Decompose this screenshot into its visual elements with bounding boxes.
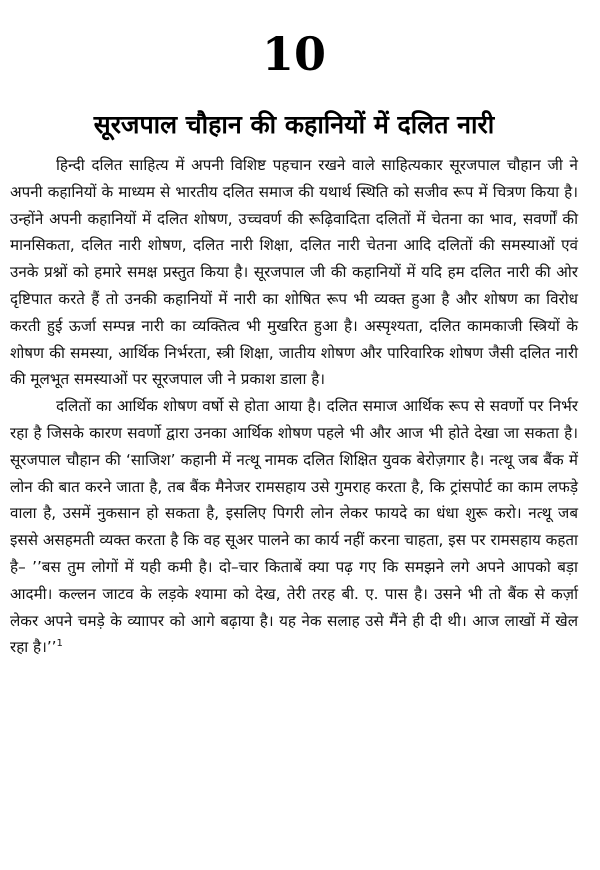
- paragraph-1: हिन्दी दलित साहित्य में अपनी विशिष्ट पहचान रखने वाले साहित्यकार सूरजपाल चौहान जी ने अपनी कहानियों के माध्यम से भारतीय दलित समाज की यथार्थ स्थिति को सजीव रूप में चित्रण किया है। उन्होंने अपनी कहानियों में दलित शोषण, उच्चवर्ण की रूढ़िवादिता दलितों में चेतना का भाव, सवर्णों की मानसिकता, दलित नारी शोषण, दलित नारी शिक्षा, दलित नारी चेतना आदि दलितों की समस्याओं एवं उनके प्रश्नों को हमारे समक्ष प्रस्तुत किया है। सूरजपाल जी की कहानियों में यदि हम दलित नारी की ओर दृष्टिपात करते हैं तो उनकी कहानियों में नारी का शोषित रूप भी व्यक्त हुआ है और शोषण का विरोध करती हुई ऊर्जा सम्पन्न नारी का व्यक्तित्व भी मुखरित हुआ है। अस्पृश्यता, दलित कामकाजी स्त्रियों के शोषण की समस्या, आर्थिक निर्भरता, स्त्री शिक्षा, जातीय शोषण और पारिवारिक शोषण जैसी दलित नारी की मूलभूत समस्याओं पर सूरजपाल जी ने प्रकाश डाला है।: [10, 156, 578, 389]
- chapter-number: 10: [261, 27, 326, 81]
- footnote-marker: 1: [56, 638, 63, 650]
- chapter-title: सूरजपाल चौहान की कहानियों में दलित नारी: [93, 110, 495, 139]
- paragraph-2-text: दलितों का आर्थिक शोषण वर्षो से होता आया है। दलित समाज आर्थिक रूप से सवर्णो पर निर्भर रहा है जिसके कारण सवर्णो द्वारा उनका आर्थिक शोषण पहले भी और आज भी होते देखा जा सकता है। सूरजपाल चौहान की ‘साजिश’ कहानी में नत्थू नामक दलित शिक्षित युवक बेरोज़गार है। नत्थू जब बैंक में लोन की बात करने जाता है, तब बैंक मैनेजर रामसहाय उसे गुमराह करता है, कि ट्रांसपोर्ट का काम लफड़े वाला है, उसमें नुकसान हो सकता है, इसलिए पिगरी लोन लेकर फायदे का धंधा शुरू करो। नत्थू जब इससे असहमती व्यक्त करता है कि वह सूअर पालने का कार्य नहीं करना चाहता, इस पर रामसहाय कहता है– ’’बस तुम लोगों में यही कमी है। दो–चार किताबें क्या पढ़ गए कि समझने लगे अपने आपको बड़ा आदमी। कल्लन जाटव के लड़के श्यामा को देख, तेरी तरह बी. ए. पास है। उसने भी तो बैंक से कर्ज़ा लेकर अपने चमड़े के व्याापर को आगे बढ़ाया है। यह नेक सलाह उसे मैंने ही दी थी। आज लाखों में खेल रहा है।’’: [10, 397, 578, 657]
- paragraph-2: [10, 393, 578, 661]
